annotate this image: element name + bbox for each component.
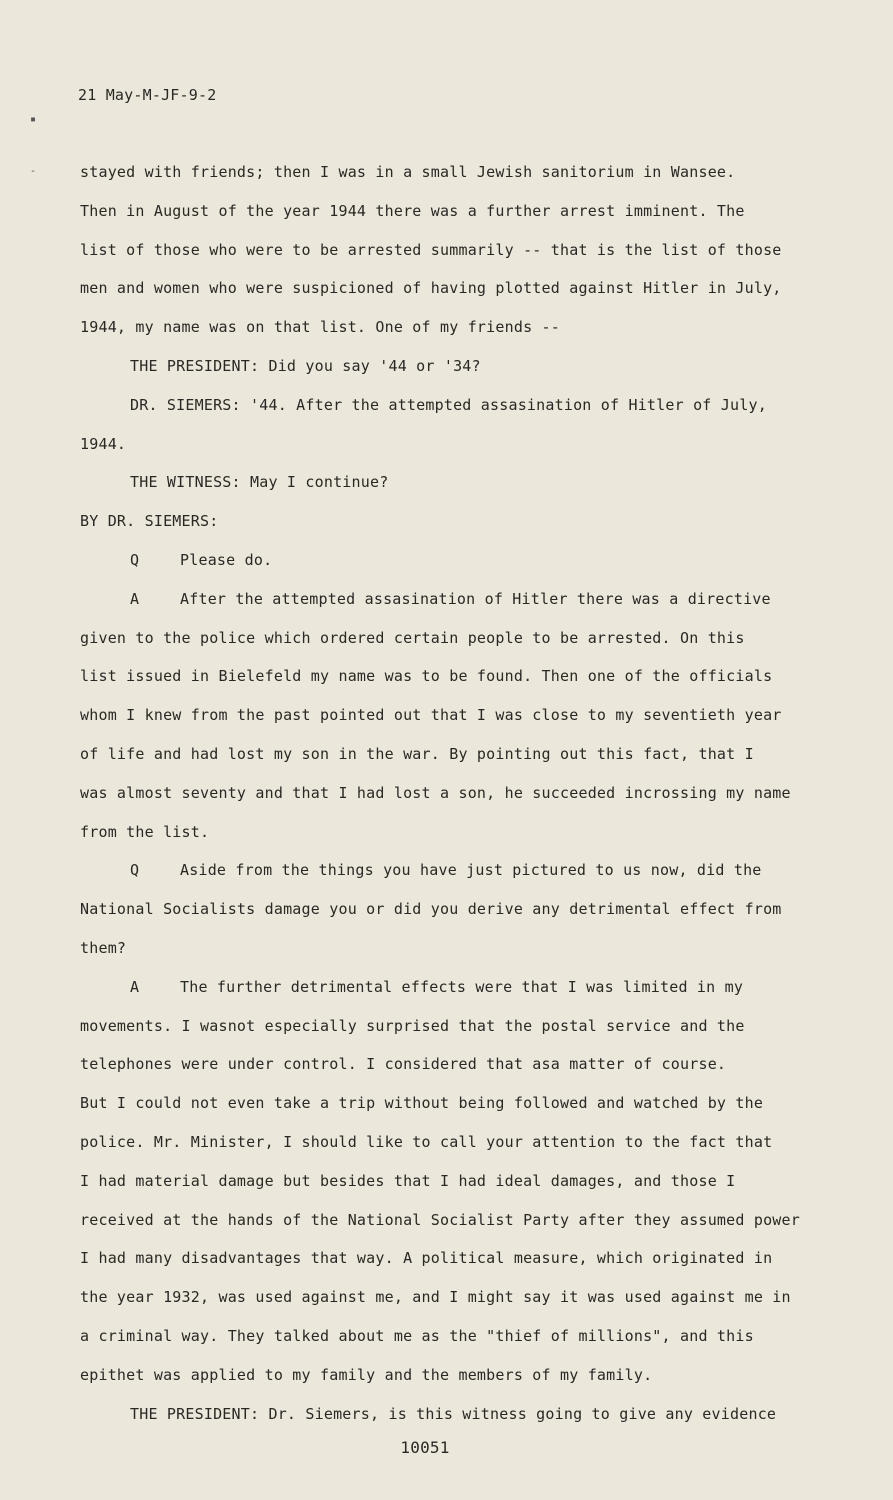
line-text: Then in August of the year 1944 there was a further arrest imminent. The [80,201,745,220]
line-text: them? [80,938,127,957]
line-text: given to the police which ordered certain people to be arrested. On this [80,628,745,647]
line-text: 1944. [80,434,127,453]
line-text: I had material damage but besides that I had ideal damages, and those I [80,1171,736,1190]
line-text: Aside from the things you have just pictured to us now, did the [180,861,762,880]
line-text: I had many disadvantages that way. A political measure, which originated in [80,1249,773,1268]
transcript-line [80,197,840,236]
transcript-line [80,934,840,973]
line-text: received at the hands of the National Socialist Party after they assumed power [80,1210,800,1229]
document-reference: 21 May-M-JF-9-2 [78,86,217,104]
transcript-line [80,313,840,352]
qa-label: Q [130,550,140,569]
line-text: THE PRESIDENT: Did you say '44 or '34? [130,356,481,375]
line-text: Please do. [180,550,273,569]
line-text: was almost seventy and that I had lost a son, he succeeded incrossing my name [80,783,791,802]
question-line [80,546,840,585]
qa-label: A [130,589,140,608]
line-text: movements. I wasnot especially surprised that the postal service and the [80,1016,745,1035]
transcript-line [80,1128,840,1167]
line-text: stayed with friends; then I was in a small Jewish sanitorium in Wansee. [80,163,736,181]
transcript-line [80,1283,840,1322]
page-number: 10051 [400,1438,450,1457]
line-text: men and women who were suspicioned of having plotted against Hitler in July, [80,279,782,298]
speaker-line [80,391,840,430]
transcript-line [80,779,840,818]
line-text: list issued in Bielefeld my name was to be found. Then one of the officials [80,667,773,686]
transcript-line [80,158,840,197]
line-text: 1944, my name was on that list. One of my friends -- [80,318,560,337]
line-text: The further detrimental effects were that I was limited in my [180,977,744,996]
transcript-line [80,895,840,934]
transcript-line [80,1167,840,1206]
line-text: National Socialists damage you or did you derive any detrimental effect from [80,900,782,919]
line-text: the year 1932, was used against me, and I might say it was used against me in [80,1288,791,1307]
transcript-line [80,818,840,857]
examiner-heading [80,507,840,546]
speaker-line [80,1400,840,1439]
line-text: list of those who were to be arrested summarily -- that is the list of those [80,240,782,259]
transcript-line [80,1322,840,1361]
line-text: BY DR. SIEMERS: [80,512,219,531]
line-text: THE WITNESS: May I continue? [130,473,389,492]
transcript-line [80,1244,840,1283]
margin-mark: - [30,166,37,177]
transcript-line [80,1050,840,1089]
transcript-line [80,1361,840,1400]
transcript-line [80,701,840,740]
line-text: But I could not even take a trip without being followed and watched by the [80,1094,764,1113]
question-line [80,856,840,895]
transcript-line [80,430,840,469]
line-text: telephones were under control. I considered that asa matter of course. [80,1055,727,1074]
line-text: After the attempted assasination of Hitler there was a directive [180,589,771,608]
line-text: of life and had lost my son in the war. By pointing out this fact, that I [80,744,754,763]
qa-label: A [130,977,140,996]
transcript-body [80,158,840,1438]
line-text: whom I knew from the past pointed out that I was close to my seventieth year [80,706,782,725]
qa-label: Q [130,861,140,880]
transcript-line [80,1012,840,1051]
line-text: a criminal way. They talked about me as the "thief of millions", and this [80,1326,754,1345]
transcript-line [80,274,840,313]
line-text: epithet was applied to my family and the members of my family. [80,1365,653,1384]
answer-line [80,973,840,1012]
transcript-line [80,1089,840,1128]
line-text: from the list. [80,822,210,841]
line-text: THE PRESIDENT: Dr. Siemers, is this witness going to give any evidence [130,1404,777,1423]
speaker-line [80,352,840,391]
transcript-line [80,740,840,779]
speaker-line [80,468,840,507]
line-text: police. Mr. Minister, I should like to call your attention to the fact that [80,1132,773,1151]
transcript-line [80,1206,840,1245]
transcript-line [80,624,840,663]
transcript-line [80,662,840,701]
margin-mark: ▪ [30,114,37,125]
transcript-line [80,236,840,275]
answer-line [80,585,840,624]
line-text: DR. SIEMERS: '44. After the attempted assasination of Hitler of July, [130,395,767,414]
